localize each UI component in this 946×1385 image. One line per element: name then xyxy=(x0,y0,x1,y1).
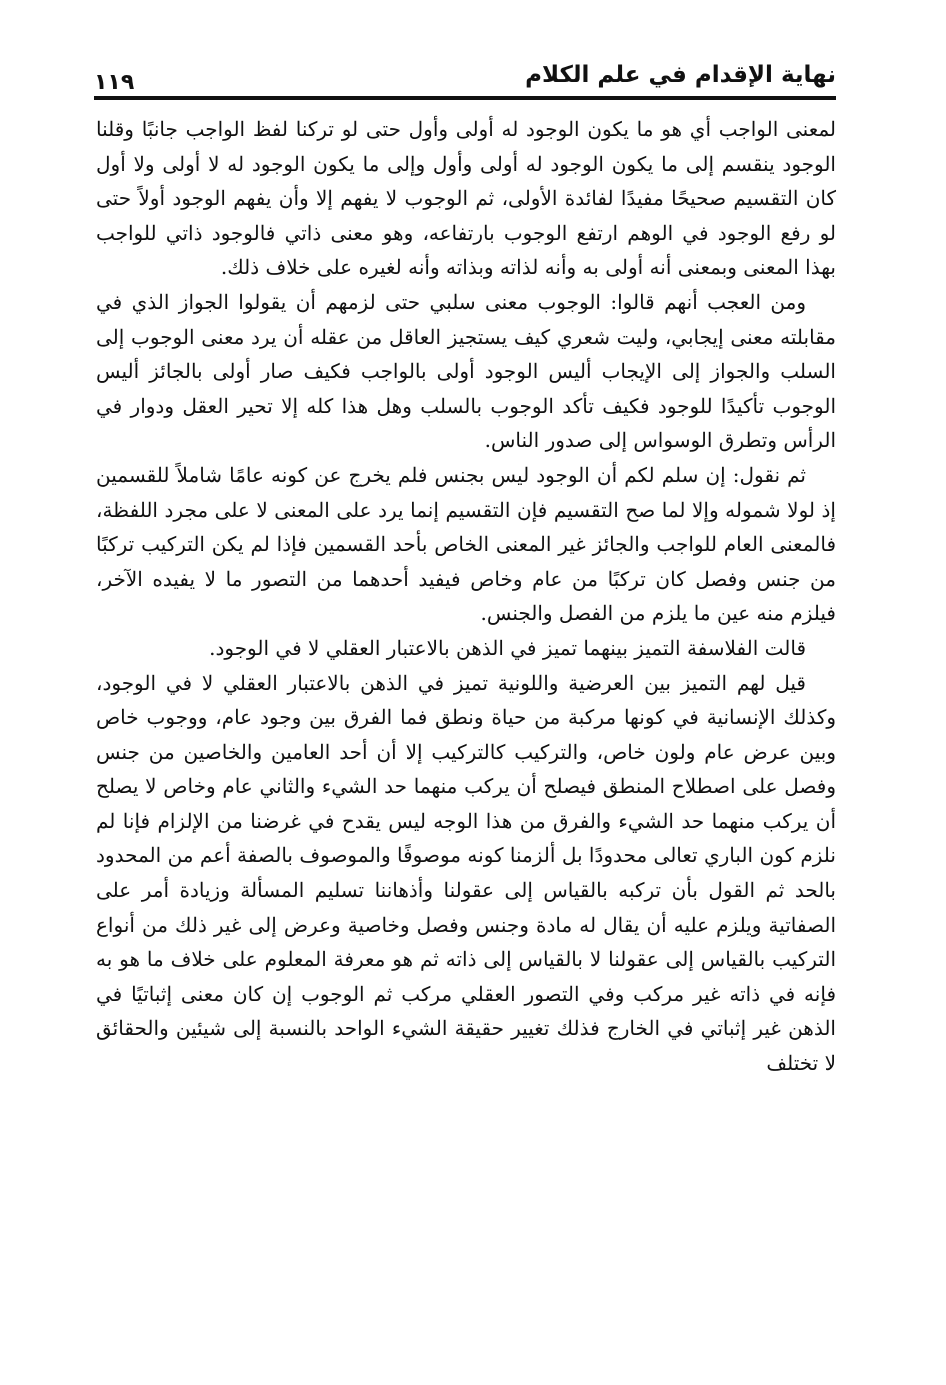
page-number: ١١٩ xyxy=(94,70,135,95)
running-header xyxy=(94,58,836,98)
header-rule xyxy=(94,96,836,100)
paragraph-3: ثم نقول: إن سلم لكم أن الوجود ليس بجنس فلم يخرج عن كونه عامًا شاملاً للقسمين إذ لولا شموله وإلا لما صح التقسيم فإن التقسيم إنما يرد على المعنى لا على مجرد اللفظة، فالمعنى العام للواجب والجائز غير المعنى الخاص بأحد القسمين فإذا لم يكن التركيب تركبًا من جنس وفصل كان تركبًا من عام وخاص فيفيد أحدهما من التصور ما لا يفيده الآخر، فيلزم منه عين ما يلزم من الفصل والجنس. xyxy=(96,462,836,626)
page-body xyxy=(96,112,836,1081)
book-title: نهاية الإقدام في علم الكلام xyxy=(525,62,836,88)
paragraph-5: قيل لهم التميز بين العرضية واللونية تميز في الذهن بالاعتبار العقلي لا في الوجود، وكذلك الإنسانية في كونها مركبة من حياة ونطق فما الفرق بين وجود عام، ووجوب خاص وبين عرض عام ولون خاص، والتركيب كالتركيب إلا أن أحد العامين والخاصين من جنس وفصل على اصطلاح المنطق فيصلح أن يركب منهما حد الشيء والثاني عام وخاص لا يصلح أن يركب منهما حد الشيء والفرق من هذا الوجه ليس يقدح في غرضنا من الإلزام فإنا لم نلزم كون الباري تعالى محدودًا بل ألزمنا كونه موصوفًا والموصوف بالصفة أعم من المحدود بالحد ثم القول بأن تركبه بالقياس إلى عقولنا وأذهاننا تسليم المسألة وزيادة أمر على الصفاتية ويلزم عليه أن يقال له مادة وجنس وفصل وخاصية وعرض إلى غير ذلك من أنواع التركيب بالقياس إلى عقولنا لا بالقياس إلى ذاته ثم هو معرفة المعلوم على خلاف ما هو به فإنه في ذاته غير مركب وفي التصور العقلي مركب ثم الوجوب إن كان معنى إثباتيًا في الذهن غير إثباتي في الخارج فذلك تغيير حقيقة الشيء الواحد بالنسبة إلى شيئين والحقائق لا تختلف xyxy=(96,670,836,1076)
paragraph-2: ومن العجب أنهم قالوا: الوجوب معنى سلبي حتى لزمهم أن يقولوا الجواز الذي في مقابلته معنى إيجابي، وليت شعري كيف يستجيز العاقل من عقله أن يرد معنى الوجوب إلى السلب والجواز إلى الإيجاب أليس الوجود أولى بالواجب فكيف صار أولى بالجائز أليس الوجوب تأكيدًا للوجود فكيف تأكد الوجوب بالسلب وهل هذا كله إلا تحير العقل ودوار في الرأس وتطرق الوسواس إلى صدور الناس. xyxy=(96,289,836,453)
paragraph-4: قالت الفلاسفة التميز بينهما تميز في الذهن بالاعتبار العقلي لا في الوجود. xyxy=(209,635,806,660)
paragraph-1: لمعنى الواجب أي هو ما يكون الوجود له أولى وأول حتى لو تركنا لفظ الواجب جانبًا وقلنا الوجود ينقسم إلى ما يكون الوجود له أولى وأول وإلى ما يكون الوجود له لا أولى ولا أول كان التقسيم صحيحًا مفيدًا لفائدة الأولى، ثم الوجوب لا يفهم إلا وأن يفهم الوجود أولاً حتى لو رفع الوجود في الوهم ارتفع الوجوب بارتفاعه، وهو معنى ذاتي فالوجود ذاتي للواجب بهذا المعنى وبمعنى أنه أولى به وأنه لذاته وبذاته وأنه لغيره على خلاف ذلك. xyxy=(96,117,836,280)
